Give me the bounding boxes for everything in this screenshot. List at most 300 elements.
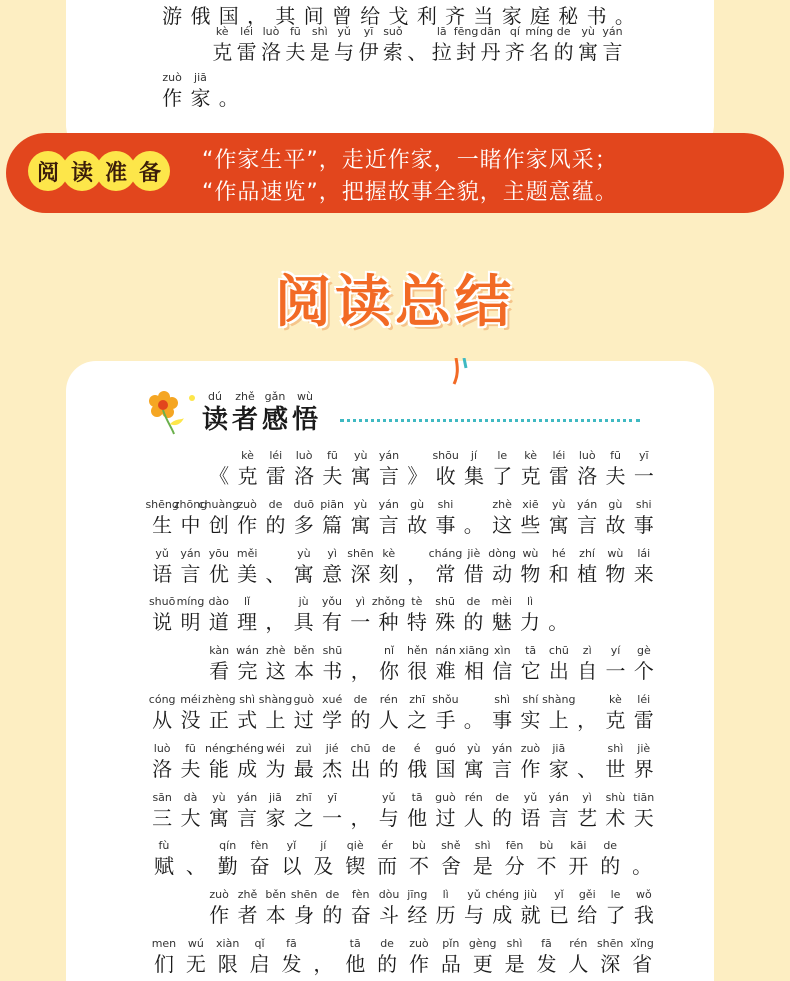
hanzi: 历 — [435, 903, 456, 928]
ruby-char — [346, 692, 374, 733]
hanzi: ， — [577, 708, 598, 732]
ruby-char — [403, 692, 431, 733]
hanzi: 语 — [520, 805, 541, 830]
pinyin: shě — [441, 839, 461, 853]
ruby-char — [230, 389, 260, 436]
hanzi: 从 — [152, 708, 173, 732]
ruby-char — [516, 546, 544, 587]
pinyin: kè — [524, 449, 537, 462]
ruby-char — [403, 887, 431, 928]
ruby-char — [318, 887, 346, 928]
pinyin: jiè — [637, 741, 651, 755]
ruby-char — [371, 936, 403, 977]
pinyin: xǐng — [630, 937, 654, 950]
hanzi: 式 — [237, 708, 258, 732]
ruby-char — [594, 936, 626, 977]
ruby-char — [262, 448, 290, 489]
hanzi: 语 — [152, 561, 173, 586]
ruby-char — [431, 741, 459, 782]
ruby-char — [405, 24, 429, 65]
hanzi: 雷 — [265, 464, 286, 488]
pinyin: yù — [552, 497, 566, 511]
pinyin: gè — [636, 644, 651, 658]
pinyin: le — [497, 449, 508, 462]
hanzi: 庭 — [530, 4, 550, 28]
hanzi: 实 — [520, 708, 541, 732]
ruby-char — [318, 790, 346, 831]
pinyin: fēn — [505, 839, 524, 853]
hanzi: 美 — [237, 561, 258, 586]
hanzi: 很 — [407, 659, 428, 684]
pinyin: mèi — [491, 595, 512, 609]
hanzi: 夫 — [605, 464, 626, 488]
text-line — [148, 546, 658, 587]
ruby-char — [200, 389, 230, 436]
hanzi: 寓 — [350, 464, 371, 488]
ruby-char — [290, 448, 318, 489]
hanzi: 戈 — [388, 4, 409, 28]
pinyin: chū — [350, 741, 371, 755]
pinyin: dào — [208, 595, 229, 609]
ruby-char — [503, 24, 527, 65]
pinyin: gèng — [468, 937, 497, 950]
pinyin: chū — [548, 644, 569, 658]
ruby-char — [233, 692, 261, 733]
ruby-char — [601, 546, 629, 587]
hanzi: 借 — [463, 561, 484, 586]
ruby-char — [176, 790, 204, 831]
ruby-char — [158, 0, 186, 29]
heading-dotted-rule — [340, 419, 640, 422]
ruby-char — [516, 741, 544, 782]
ruby-char — [375, 546, 403, 587]
pinyin: luò — [262, 25, 280, 38]
hanzi: 的 — [378, 756, 399, 781]
hanzi: 上 — [265, 708, 286, 732]
ruby-char — [431, 790, 459, 831]
ruby-char — [290, 389, 320, 436]
hanzi: 最 — [293, 756, 314, 781]
pinyin: fèn — [250, 839, 269, 853]
ruby-char — [346, 497, 374, 538]
hanzi: 间 — [303, 4, 324, 28]
hanzi: 、 — [577, 756, 598, 781]
pinyin: yī — [639, 449, 649, 462]
ruby-char — [531, 936, 563, 977]
hanzi: 言 — [180, 561, 201, 586]
pinyin: zhè — [492, 497, 512, 511]
pinyin: tā — [349, 937, 361, 950]
pinyin: yù — [353, 449, 368, 462]
ruby-char — [375, 692, 403, 733]
ruby-char — [375, 448, 403, 489]
pinyin: zuò — [162, 71, 182, 84]
hanzi: 魅 — [491, 610, 512, 635]
pinyin: léi — [637, 693, 651, 706]
ruby-char — [545, 448, 573, 489]
ruby-char — [261, 741, 289, 782]
ruby-char — [180, 936, 212, 977]
hanzi: 洛 — [577, 464, 598, 488]
hanzi: 赋 — [153, 854, 174, 879]
ruby-char — [403, 594, 431, 635]
ruby-char — [262, 887, 290, 928]
hanzi: 来 — [633, 561, 654, 586]
hanzi: ， — [265, 610, 286, 635]
ruby-char — [230, 741, 265, 782]
hanzi: ， — [350, 659, 371, 684]
ruby-char — [215, 70, 243, 111]
pinyin: xìn — [494, 644, 511, 658]
ruby-char — [403, 497, 431, 538]
hanzi: 作 — [237, 512, 258, 537]
ruby-char — [630, 497, 658, 538]
pinyin: zuò — [409, 937, 429, 950]
pinyin: jiā — [552, 741, 566, 755]
ruby-char — [339, 936, 371, 977]
ruby-char — [290, 790, 318, 831]
hanzi: 限 — [217, 952, 238, 976]
ruby-char — [347, 448, 375, 489]
hanzi: 这 — [265, 659, 286, 684]
hanzi: 及 — [313, 854, 334, 879]
ruby-char — [258, 692, 293, 733]
ruby-char — [375, 790, 403, 831]
hanzi: 优 — [208, 561, 229, 586]
reading-prep-banner — [6, 133, 784, 213]
ruby-char — [432, 887, 460, 928]
hanzi: 。 — [463, 708, 484, 732]
hanzi: 者 — [237, 903, 258, 928]
pinyin: léi — [552, 449, 566, 462]
pinyin: yán — [576, 497, 598, 511]
hanzi: 中 — [180, 512, 201, 537]
pinyin: é — [413, 741, 421, 755]
hanzi: 明 — [180, 610, 201, 635]
hanzi: 道 — [208, 610, 229, 635]
hanzi: 当 — [473, 4, 494, 28]
hanzi: 无 — [185, 952, 206, 976]
hanzi: 就 — [520, 903, 541, 928]
hanzi: 言 — [492, 756, 513, 781]
hanzi: 寓 — [548, 512, 569, 537]
pinyin: xiē — [522, 497, 539, 511]
hanzi: 作 — [520, 756, 541, 781]
hanzi: ， — [407, 561, 428, 586]
ruby-char — [205, 448, 233, 489]
pinyin: bù — [411, 839, 426, 853]
pinyin: zhí — [579, 546, 595, 560]
ruby-char — [346, 790, 374, 831]
hanzi: 品 — [440, 952, 461, 976]
hanzi: 界 — [633, 756, 654, 781]
pinyin: wǒ — [635, 888, 652, 902]
pinyin: xiāng — [458, 644, 490, 658]
pinyin: lā — [436, 25, 447, 38]
hanzi: 些 — [520, 512, 541, 537]
ruby-char — [244, 838, 276, 879]
ruby-char — [435, 838, 467, 879]
hanzi: 的 — [322, 903, 343, 928]
ruby-char — [562, 838, 594, 879]
ruby-char — [600, 24, 624, 65]
hanzi: 具 — [293, 610, 314, 635]
ruby-char — [545, 643, 573, 684]
pinyin: dòng — [488, 546, 516, 560]
hanzi: 故 — [605, 512, 626, 537]
ruby-char — [205, 741, 233, 782]
ruby-char — [460, 887, 488, 928]
ruby-char — [630, 790, 658, 831]
pinyin: jiè — [467, 546, 481, 560]
hanzi: 事 — [492, 708, 513, 732]
pinyin: de — [466, 595, 481, 609]
hanzi: 作 — [162, 86, 183, 110]
hanzi: 以 — [281, 854, 302, 879]
ruby-char — [375, 497, 403, 538]
hanzi: 夫 — [180, 756, 201, 781]
hanzi: 三 — [152, 805, 173, 830]
ruby-char — [205, 546, 233, 587]
hanzi: 的 — [265, 512, 286, 537]
hanzi: 了 — [605, 903, 626, 928]
hanzi: 艺 — [577, 805, 598, 830]
hanzi: 洛 — [260, 40, 281, 64]
ruby-char — [261, 497, 289, 538]
ruby-char — [516, 887, 544, 928]
ruby-char — [318, 448, 346, 489]
hanzi: 身 — [294, 903, 315, 928]
text-line — [148, 692, 658, 733]
ruby-char — [318, 692, 346, 733]
hanzi: 。 — [218, 86, 239, 110]
ruby-char — [525, 24, 554, 65]
pinyin: shēn — [347, 546, 374, 560]
hanzi: 过 — [293, 708, 314, 732]
hanzi: 它 — [520, 659, 541, 684]
pinyin: cóng — [148, 693, 176, 706]
ruby-char — [551, 24, 575, 65]
hanzi: 这 — [492, 512, 513, 537]
hanzi: 奋 — [249, 854, 270, 879]
pinyin: fù — [158, 839, 170, 853]
pinyin: de — [603, 839, 618, 853]
ruby-char — [488, 594, 516, 635]
hanzi: 了 — [492, 464, 513, 488]
pinyin: zhǒng — [371, 595, 406, 609]
pinyin: dòu — [378, 888, 400, 902]
pinyin: lǐ — [243, 595, 251, 609]
ruby-char — [573, 887, 601, 928]
hanzi: 发 — [281, 952, 302, 976]
ruby-char — [356, 24, 380, 65]
hanzi: 索 — [382, 40, 403, 64]
text-line — [148, 741, 658, 782]
hanzi: 能 — [208, 756, 229, 781]
hanzi: 雷 — [236, 40, 257, 64]
ruby-char — [516, 448, 544, 489]
pinyin: yī — [327, 790, 337, 804]
hanzi: 常 — [435, 561, 456, 586]
ruby-char — [158, 70, 186, 111]
ruby-char — [573, 546, 601, 587]
ruby-char — [339, 838, 371, 879]
hanzi: 为 — [265, 756, 286, 781]
hanzi: 学 — [322, 708, 343, 732]
pinyin: piān — [320, 497, 345, 511]
hanzi: 。 — [632, 854, 653, 879]
pinyin: jiā — [194, 71, 207, 84]
ruby-char — [307, 936, 339, 977]
ruby-char — [176, 692, 204, 733]
ruby-char — [205, 594, 233, 635]
hanzi: 《 — [209, 464, 230, 488]
ruby-char — [430, 24, 454, 65]
pinyin: fèn — [351, 888, 370, 902]
pinyin: zhě — [235, 390, 255, 403]
pinyin: shàng — [258, 693, 293, 706]
pinyin: yōu — [208, 546, 229, 560]
ruby-char — [431, 594, 459, 635]
pinyin: qǐ — [254, 937, 265, 950]
ruby-char — [403, 790, 431, 831]
pinyin: yǔ — [382, 790, 396, 804]
hanzi: 克 — [212, 40, 233, 64]
pinyin: shuō — [148, 595, 176, 609]
ruby-char — [488, 741, 516, 782]
hanzi: 而 — [377, 854, 398, 879]
hanzi: 故 — [407, 512, 428, 537]
hanzi: 有 — [321, 610, 342, 635]
ruby-char — [290, 497, 318, 538]
pinyin: de — [353, 693, 368, 706]
ruby-char — [431, 497, 459, 538]
ruby-char — [318, 741, 346, 782]
ruby-char — [233, 546, 261, 587]
ruby-char — [460, 448, 488, 489]
pinyin: shì — [474, 839, 491, 853]
pinyin: rén — [379, 693, 398, 706]
hanzi: 封 — [456, 40, 477, 64]
hanzi: 世 — [605, 756, 626, 781]
pinyin: hěn — [406, 644, 428, 658]
hanzi: 自 — [577, 659, 598, 684]
pinyin: shì — [506, 937, 523, 950]
pinyin: wán — [236, 644, 259, 658]
hanzi: 拉 — [431, 40, 452, 64]
ruby-char — [626, 838, 658, 879]
hanzi: 本 — [294, 659, 315, 684]
ruby-char — [233, 887, 261, 928]
pinyin: wú — [187, 937, 204, 950]
pinyin: yán — [237, 790, 258, 804]
pinyin: shì — [607, 741, 624, 755]
pinyin: yì — [355, 595, 366, 609]
hanzi: 发 — [536, 952, 557, 976]
hanzi: 舍 — [440, 854, 461, 879]
ruby-char — [630, 546, 658, 587]
pinyin: yì — [327, 546, 337, 560]
ruby-char — [573, 790, 601, 831]
hanzi: 与 — [463, 903, 484, 928]
ruby-char — [573, 448, 601, 489]
pinyin: jù — [298, 595, 309, 609]
hanzi: 收 — [435, 464, 456, 488]
hanzi: 的 — [492, 805, 513, 830]
hanzi: 言 — [577, 512, 598, 537]
hanzi: 齐 — [445, 4, 466, 28]
pinyin: hé — [551, 546, 566, 560]
ruby-char — [516, 643, 544, 684]
ruby-char — [403, 448, 431, 489]
ruby-char — [601, 790, 629, 831]
pinyin: yǔ — [155, 546, 169, 560]
hanzi: 与 — [378, 805, 399, 830]
pinyin: shì — [311, 25, 328, 38]
text-line — [205, 887, 658, 928]
hanzi: 物 — [520, 561, 541, 586]
pinyin: yán — [491, 741, 513, 755]
hanzi: 的 — [463, 610, 484, 635]
pinyin: yī — [363, 25, 374, 38]
ruby-char — [573, 692, 601, 733]
pinyin: yǐ — [286, 839, 297, 853]
pinyin: zuò — [520, 741, 541, 755]
ruby-char — [210, 24, 234, 65]
ruby-char — [516, 497, 544, 538]
ruby-char — [403, 546, 431, 587]
pinyin: chéng — [485, 888, 520, 902]
ruby-char — [276, 838, 308, 879]
text-line — [148, 790, 658, 831]
hanzi: 正 — [208, 708, 229, 732]
ruby-char — [290, 741, 318, 782]
pinyin: men — [151, 937, 177, 950]
hanzi: 名 — [529, 40, 550, 64]
hanzi: 之 — [293, 805, 314, 830]
ruby-char — [205, 887, 233, 928]
pinyin: ér — [381, 839, 393, 853]
pinyin: zuì — [295, 741, 312, 755]
ruby-char — [544, 594, 572, 635]
pinyin: jiā — [269, 790, 282, 804]
pinyin: yù — [467, 741, 481, 755]
ruby-char — [601, 887, 629, 928]
ruby-char — [488, 448, 516, 489]
ruby-char — [261, 790, 289, 831]
pinyin: tā — [411, 790, 423, 804]
pinyin: jié — [325, 741, 339, 755]
hanzi: 个 — [633, 659, 654, 684]
hanzi: 国 — [435, 756, 456, 781]
hanzi: 克 — [237, 464, 258, 488]
hanzi: 一 — [633, 464, 654, 488]
hanzi: 锲 — [345, 854, 366, 879]
pinyin: de — [380, 937, 394, 950]
ruby-char — [516, 790, 544, 831]
pinyin: shǒu — [432, 693, 459, 706]
ruby-char — [180, 838, 212, 879]
ruby-char — [233, 448, 261, 489]
hanzi: 给 — [360, 4, 381, 28]
ruby-char — [601, 692, 629, 733]
ruby-char — [601, 497, 629, 538]
pinyin: luò — [295, 449, 313, 462]
hanzi: 读 — [201, 405, 228, 435]
hanzi: ， — [313, 952, 334, 976]
ruby-char — [233, 594, 261, 635]
hanzi: 事 — [633, 512, 654, 537]
